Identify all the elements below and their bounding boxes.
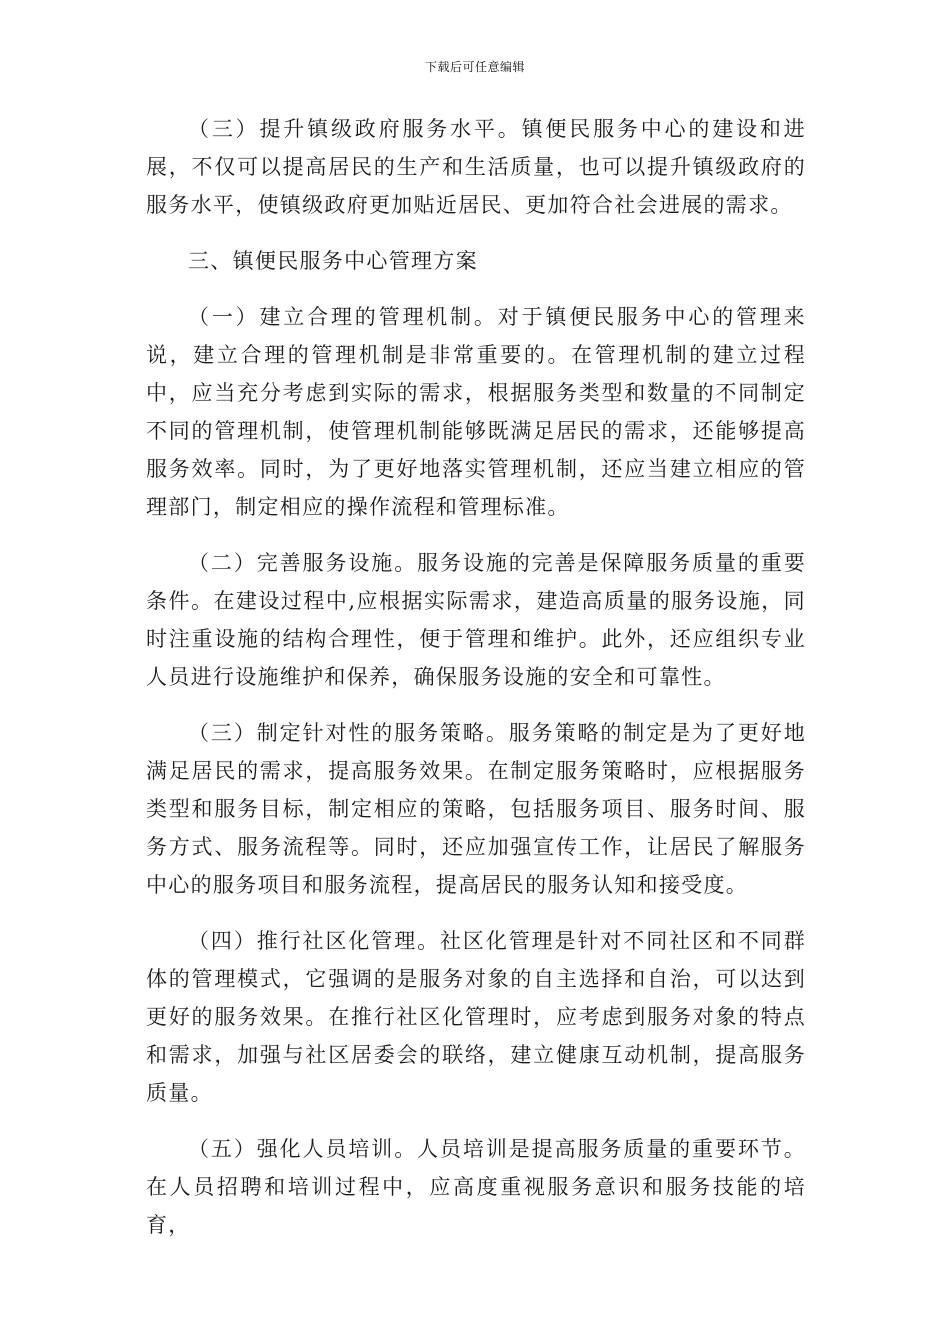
paragraph-service-strategy: （三）制定针对性的服务策略。服务策略的制定是为了更好地满足居民的需求，提高服务效果。在制定服务策略时，应根据服务类型和服务目标，制定相应的策略，包括服务项目、服务时间、服务方式、服务流程等。同时，还应加强宣传工作，让居民了解服务中心的服务项目和服务流程，提高居民的服务认知和接受度。 [146, 721, 806, 897]
document-body [146, 110, 806, 1262]
paragraph-service-facilities: （二）完善服务设施。服务设施的完善是保障服务质量的重要条件。在建设过程中,应根据实际需求，建造高质量的服务设施，同时注重设施的结构合理性，便于管理和维护。此外，还应组织专业人员进行设施维护和保养，确保服务设施的安全和可靠性。 [146, 551, 806, 689]
paragraph-service-level: （三）提升镇级政府服务水平。镇便民服务中心的建设和进展，不仅可以提高居民的生产和生活质量，也可以提升镇级政府的服务水平，使镇级政府更加贴近居民、更加符合社会进展的需求。 [146, 117, 806, 217]
section-heading-management-plan: 三、镇便民服务中心管理方案 [188, 249, 478, 273]
paragraph-community-management: （四）推行社区化管理。社区化管理是针对不同社区和不同群体的管理模式，它强调的是服务对象的自主选择和自治，可以达到更好的服务效果。在推行社区化管理时，应考虑到服务对象的特点和需求，加强与社区居委会的联络，建立健康互动机制，提高服务质量。 [146, 929, 806, 1105]
paragraph-staff-training: （五）强化人员培训。人员培训是提高服务质量的重要环节。在人员招聘和培训过程中，应高度重视服务意识和服务技能的培育， [146, 1137, 806, 1237]
page-header-note: 下载后可任意编辑 [424, 60, 525, 74]
paragraph-management-mechanism: （一）建立合理的管理机制。对于镇便民服务中心的管理来说，建立合理的管理机制是非常重要的。在管理机制的建立过程中，应当充分考虑到实际的需求，根据服务类型和数量的不同制定不同的管理机制，使管理机制能够既满足居民的需求，还能够提高服务效率。同时，为了更好地落实管理机制，还应当建立相应的管理部门，制定相应的操作流程和管理标准。 [146, 305, 806, 519]
